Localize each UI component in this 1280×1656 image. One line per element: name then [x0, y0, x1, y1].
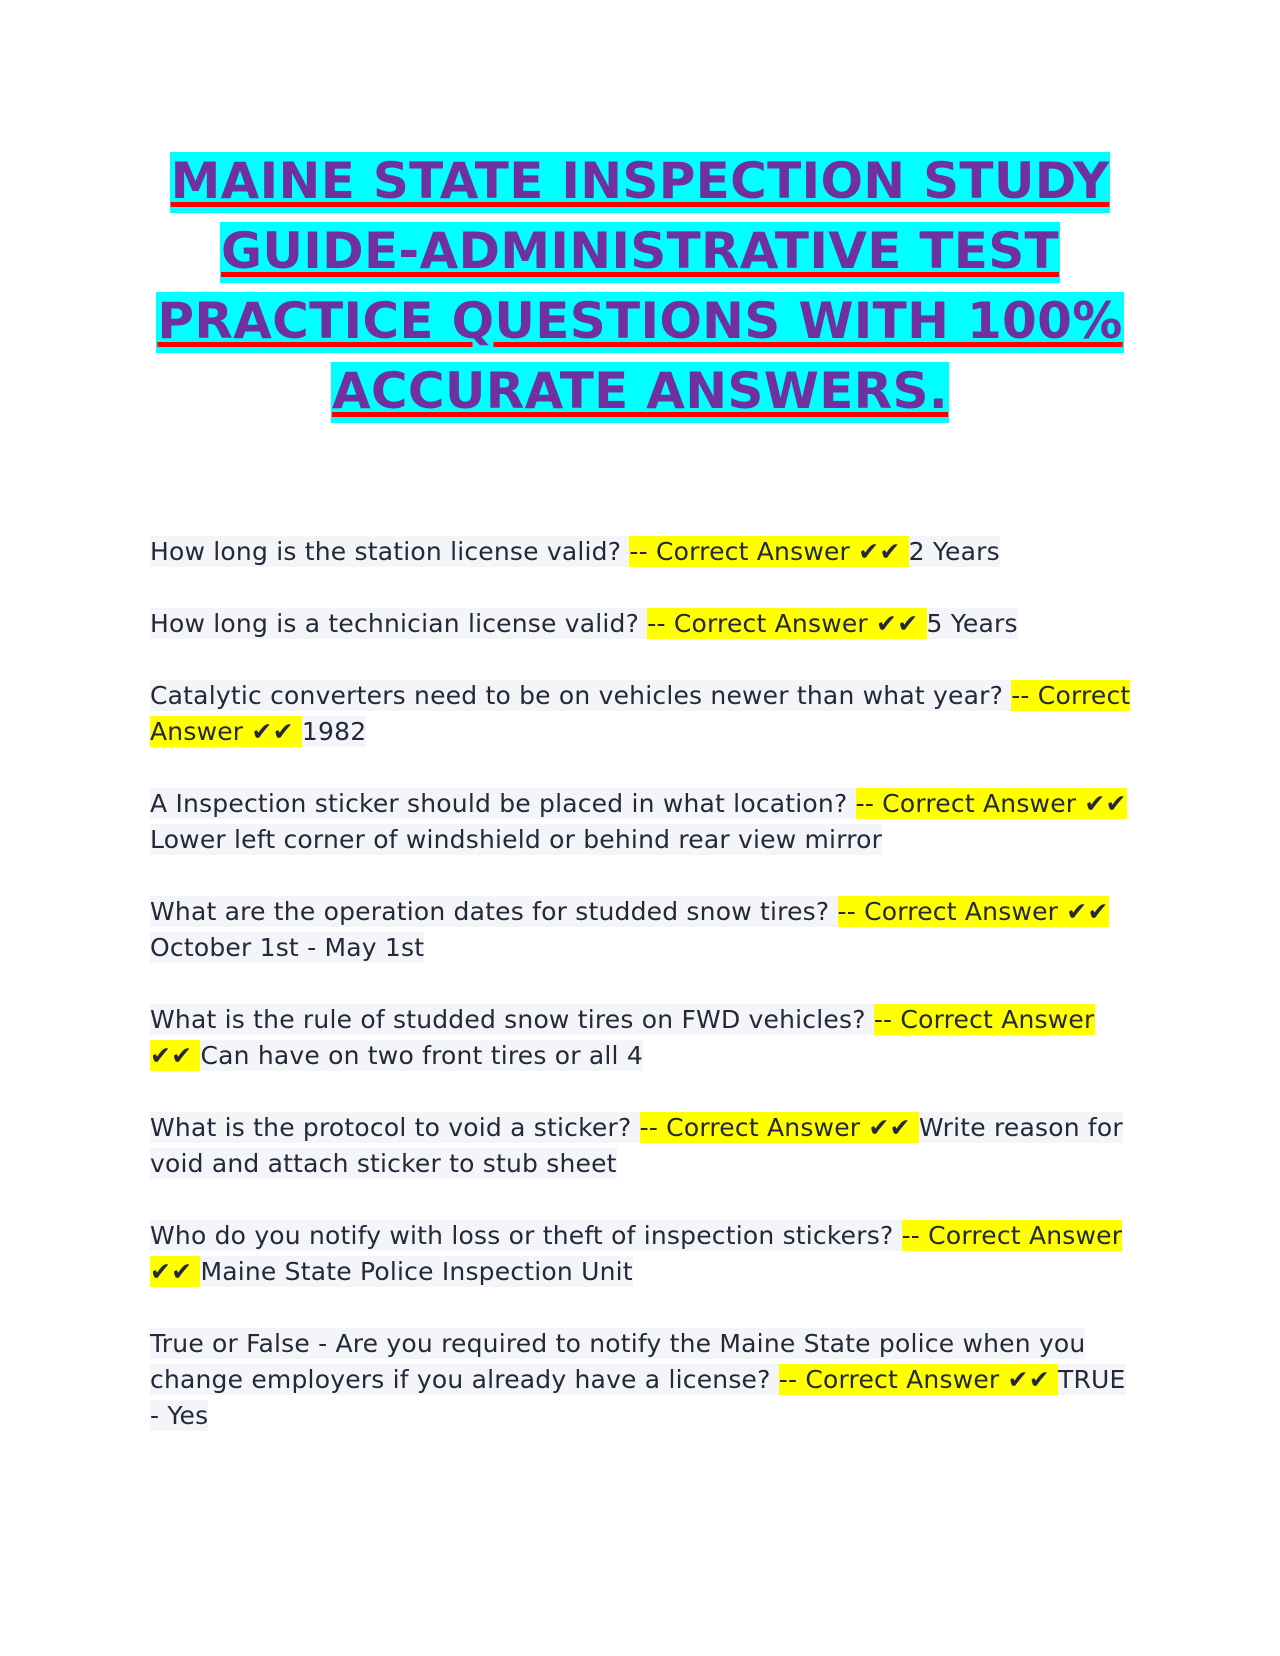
title-line — [100, 356, 1180, 426]
title-line-text: MAINE STATE INSPECTION STUDY — [170, 152, 1111, 213]
title-line — [100, 216, 1180, 286]
question-text: What is the protocol to void a sticker? — [150, 1113, 640, 1142]
question-text: How long is a technician license valid? — [150, 609, 648, 638]
correct-answer-marker: -- Correct Answer ✔✔ — [629, 537, 909, 566]
question-text: True or False - Are you required to notify the Maine State police when you change employers if you already have a license? — [150, 1329, 1086, 1394]
correct-answer-marker: -- Correct Answer ✔✔ — [150, 1221, 1123, 1286]
answer-text: 2 Years — [908, 537, 1000, 566]
title-line — [100, 286, 1180, 356]
correct-answer-marker: -- Correct Answer ✔✔ — [639, 1113, 919, 1142]
qa-item — [150, 894, 1140, 966]
qa-item — [150, 678, 1140, 750]
correct-answer-marker: -- Correct Answer ✔✔ — [150, 681, 1131, 746]
question-text: What are the operation dates for studded snow tires? — [150, 897, 838, 926]
answer-text: 5 Years — [926, 609, 1018, 638]
answer-text: TRUE - Yes — [150, 1365, 1126, 1430]
qa-item — [150, 606, 1140, 642]
answer-text: Lower left corner of windshield or behind rear view mirror — [150, 825, 883, 854]
title-line-text: PRACTICE QUESTIONS WITH 100% — [156, 292, 1123, 353]
document-title — [100, 146, 1180, 426]
answer-text: Write reason for void and attach sticker to stub sheet — [150, 1113, 1123, 1178]
qa-item — [150, 1326, 1140, 1434]
question-text: Catalytic converters need to be on vehicles newer than what year? — [150, 681, 1012, 710]
question-text: A Inspection sticker should be placed in what location? — [150, 789, 856, 818]
correct-answer-marker: -- Correct Answer ✔✔ — [150, 1005, 1095, 1070]
answer-text: October 1st - May 1st — [150, 933, 425, 962]
qa-item — [150, 1110, 1140, 1182]
answer-text: Maine State Police Inspection Unit — [200, 1257, 633, 1286]
answer-text: Can have on two front tires or all 4 — [200, 1041, 643, 1070]
title-line — [100, 146, 1180, 216]
qa-item — [150, 1218, 1140, 1290]
question-text: What is the rule of studded snow tires on FWD vehicles? — [150, 1005, 874, 1034]
correct-answer-marker: -- Correct Answer ✔✔ — [837, 897, 1109, 926]
qa-item — [150, 1002, 1140, 1074]
correct-answer-marker: -- Correct Answer ✔✔ — [855, 789, 1127, 818]
question-text: How long is the station license valid? — [150, 537, 630, 566]
qa-item — [150, 534, 1140, 570]
answer-text: 1982 — [301, 717, 367, 746]
question-answer-list — [150, 534, 1140, 1470]
title-line-text: ACCURATE ANSWERS. — [331, 362, 949, 423]
qa-item — [150, 786, 1140, 858]
correct-answer-marker: -- Correct Answer ✔✔ — [778, 1365, 1058, 1394]
question-text: Who do you notify with loss or theft of inspection stickers? — [150, 1221, 902, 1250]
title-line-text: GUIDE-ADMINISTRATIVE TEST — [220, 222, 1060, 283]
correct-answer-marker: -- Correct Answer ✔✔ — [647, 609, 927, 638]
